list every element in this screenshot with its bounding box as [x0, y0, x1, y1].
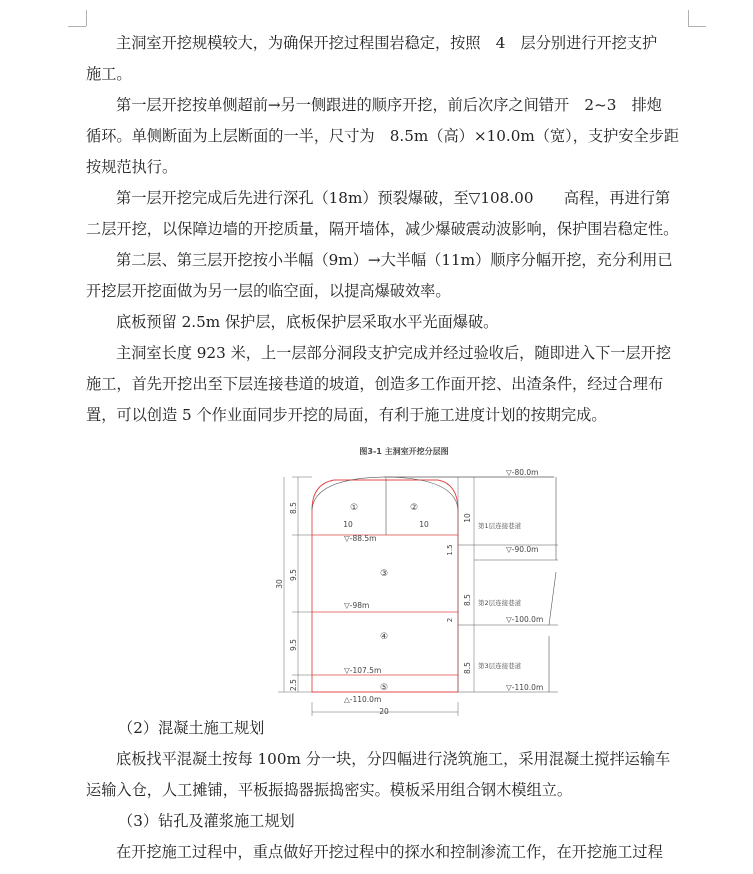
body-text [86, 28, 690, 431]
dim-label: 20 [379, 707, 389, 716]
dim-label: 1.5 [446, 544, 454, 556]
zone-label: ② [409, 503, 419, 513]
paragraph-line: 二层开挖，以保障边墙的开挖质量，隔开墙体，减少爆破震动波影响，保护围岩稳定性。 [86, 220, 679, 238]
paragraph-line: 施工。 [86, 65, 132, 83]
dim-label: 10 [463, 513, 472, 523]
dim-label: 8.5 [289, 502, 298, 514]
elevation-label: ▽-100.0m [506, 615, 544, 624]
paragraph-line: 主洞室长度 923 米，上一层部分洞段支护完成并经过验收后，随即进入下一层开挖 [116, 344, 672, 362]
dim-label: 2.5 [289, 679, 298, 691]
elevation-label: ▽-90.0m [506, 545, 539, 554]
elevation-label: ▽-88.5m [344, 534, 377, 543]
dim-label: 2 [446, 617, 454, 623]
figure-title: 图3-1 主洞室开挖分层图 [359, 447, 449, 456]
paragraph-line: 底板预留 2.5m 保护层，底板保护层采取水平光面爆破。 [116, 313, 499, 331]
paragraph-line: 第一层开挖完成后先进行深孔（18m）预裂爆破，至▽108.00 高程，再进行第 [116, 189, 671, 207]
elevation-label: ▽-110.0m [506, 683, 544, 692]
paragraph-line: 第一层开挖按单侧超前→另一侧跟进的顺序开挖，前后次序之间错开 2~3 排炮 [116, 96, 662, 114]
paragraph-line: 施工，首先开挖出至下层连接巷道的坡道，创造多工作面开挖、出渣条件，经过合理布 [86, 375, 664, 393]
elevation-label: ▽-98m [344, 601, 370, 610]
paragraph-line: 主洞室开挖规模较大，为确保开挖过程围岩稳定，按照 4 层分别进行开挖支护 [116, 34, 658, 52]
dim-label: 9.5 [289, 639, 298, 651]
paragraph-line: 底板找平混凝土按每 100m 分一块，分四幅进行浇筑施工，采用混凝土搅拌运输车 [116, 750, 671, 768]
zone-label: ① [349, 503, 359, 513]
excavation-layer-figure [274, 440, 574, 722]
zone-label: ⑤ [379, 683, 389, 693]
dim-label: 9.5 [289, 569, 298, 581]
tunnel-label: 第1层连接巷道 [478, 522, 522, 530]
dim-label: 8.5 [463, 662, 472, 674]
dim-label-total: 30 [275, 579, 284, 589]
margin-mark-top-right [688, 10, 689, 26]
tunnel-label: 第2层连接巷道 [478, 599, 522, 607]
paragraph-line: 循环。单侧断面为上层断面的一半，尺寸为 8.5m（高）×10.0m（宽），支护安全步距 [86, 127, 680, 145]
paragraph-line: 按规范执行。 [86, 158, 178, 176]
paragraph-line: 在开挖施工过程中，重点做好开挖过程中的探水和控制渗流工作，在开挖施工过程 [116, 843, 663, 861]
section-heading: （2）混凝土施工规划 [118, 719, 265, 737]
zone-label: ④ [379, 632, 389, 642]
zone-label: ③ [379, 569, 389, 579]
section-heading: （3）钻孔及灌浆施工规划 [118, 812, 295, 830]
elevation-label: ▽-107.5m [344, 666, 382, 675]
margin-mark-top-right [688, 26, 706, 27]
dim-label: 10 [343, 520, 353, 529]
margin-mark-top-left [86, 10, 87, 26]
dim-label: 8.5 [463, 594, 472, 606]
body-text [86, 837, 690, 868]
body-text [86, 744, 690, 806]
paragraph-line: 置，可以创造 5 个作业面同步开挖的局面，有利于施工进度计划的按期完成。 [86, 406, 607, 424]
paragraph-line: 运输入仓，人工摊铺，平板振捣器振捣密实。模板采用组合钢木模组立。 [86, 781, 572, 799]
elevation-label: ▽-80.0m [506, 468, 539, 477]
dim-label: 10 [419, 520, 429, 529]
margin-mark-top-left [68, 26, 86, 27]
paragraph-line: 开挖层开挖面做为另一层的临空面，以提高爆破效率。 [86, 282, 451, 300]
elevation-label: △-110.0m [344, 695, 382, 704]
tunnel-label: 第3层连接巷道 [478, 662, 522, 670]
paragraph-line: 第二层、第三层开挖按小半幅（9m）→大半幅（11m）顺序分幅开挖，充分利用已 [116, 251, 673, 269]
